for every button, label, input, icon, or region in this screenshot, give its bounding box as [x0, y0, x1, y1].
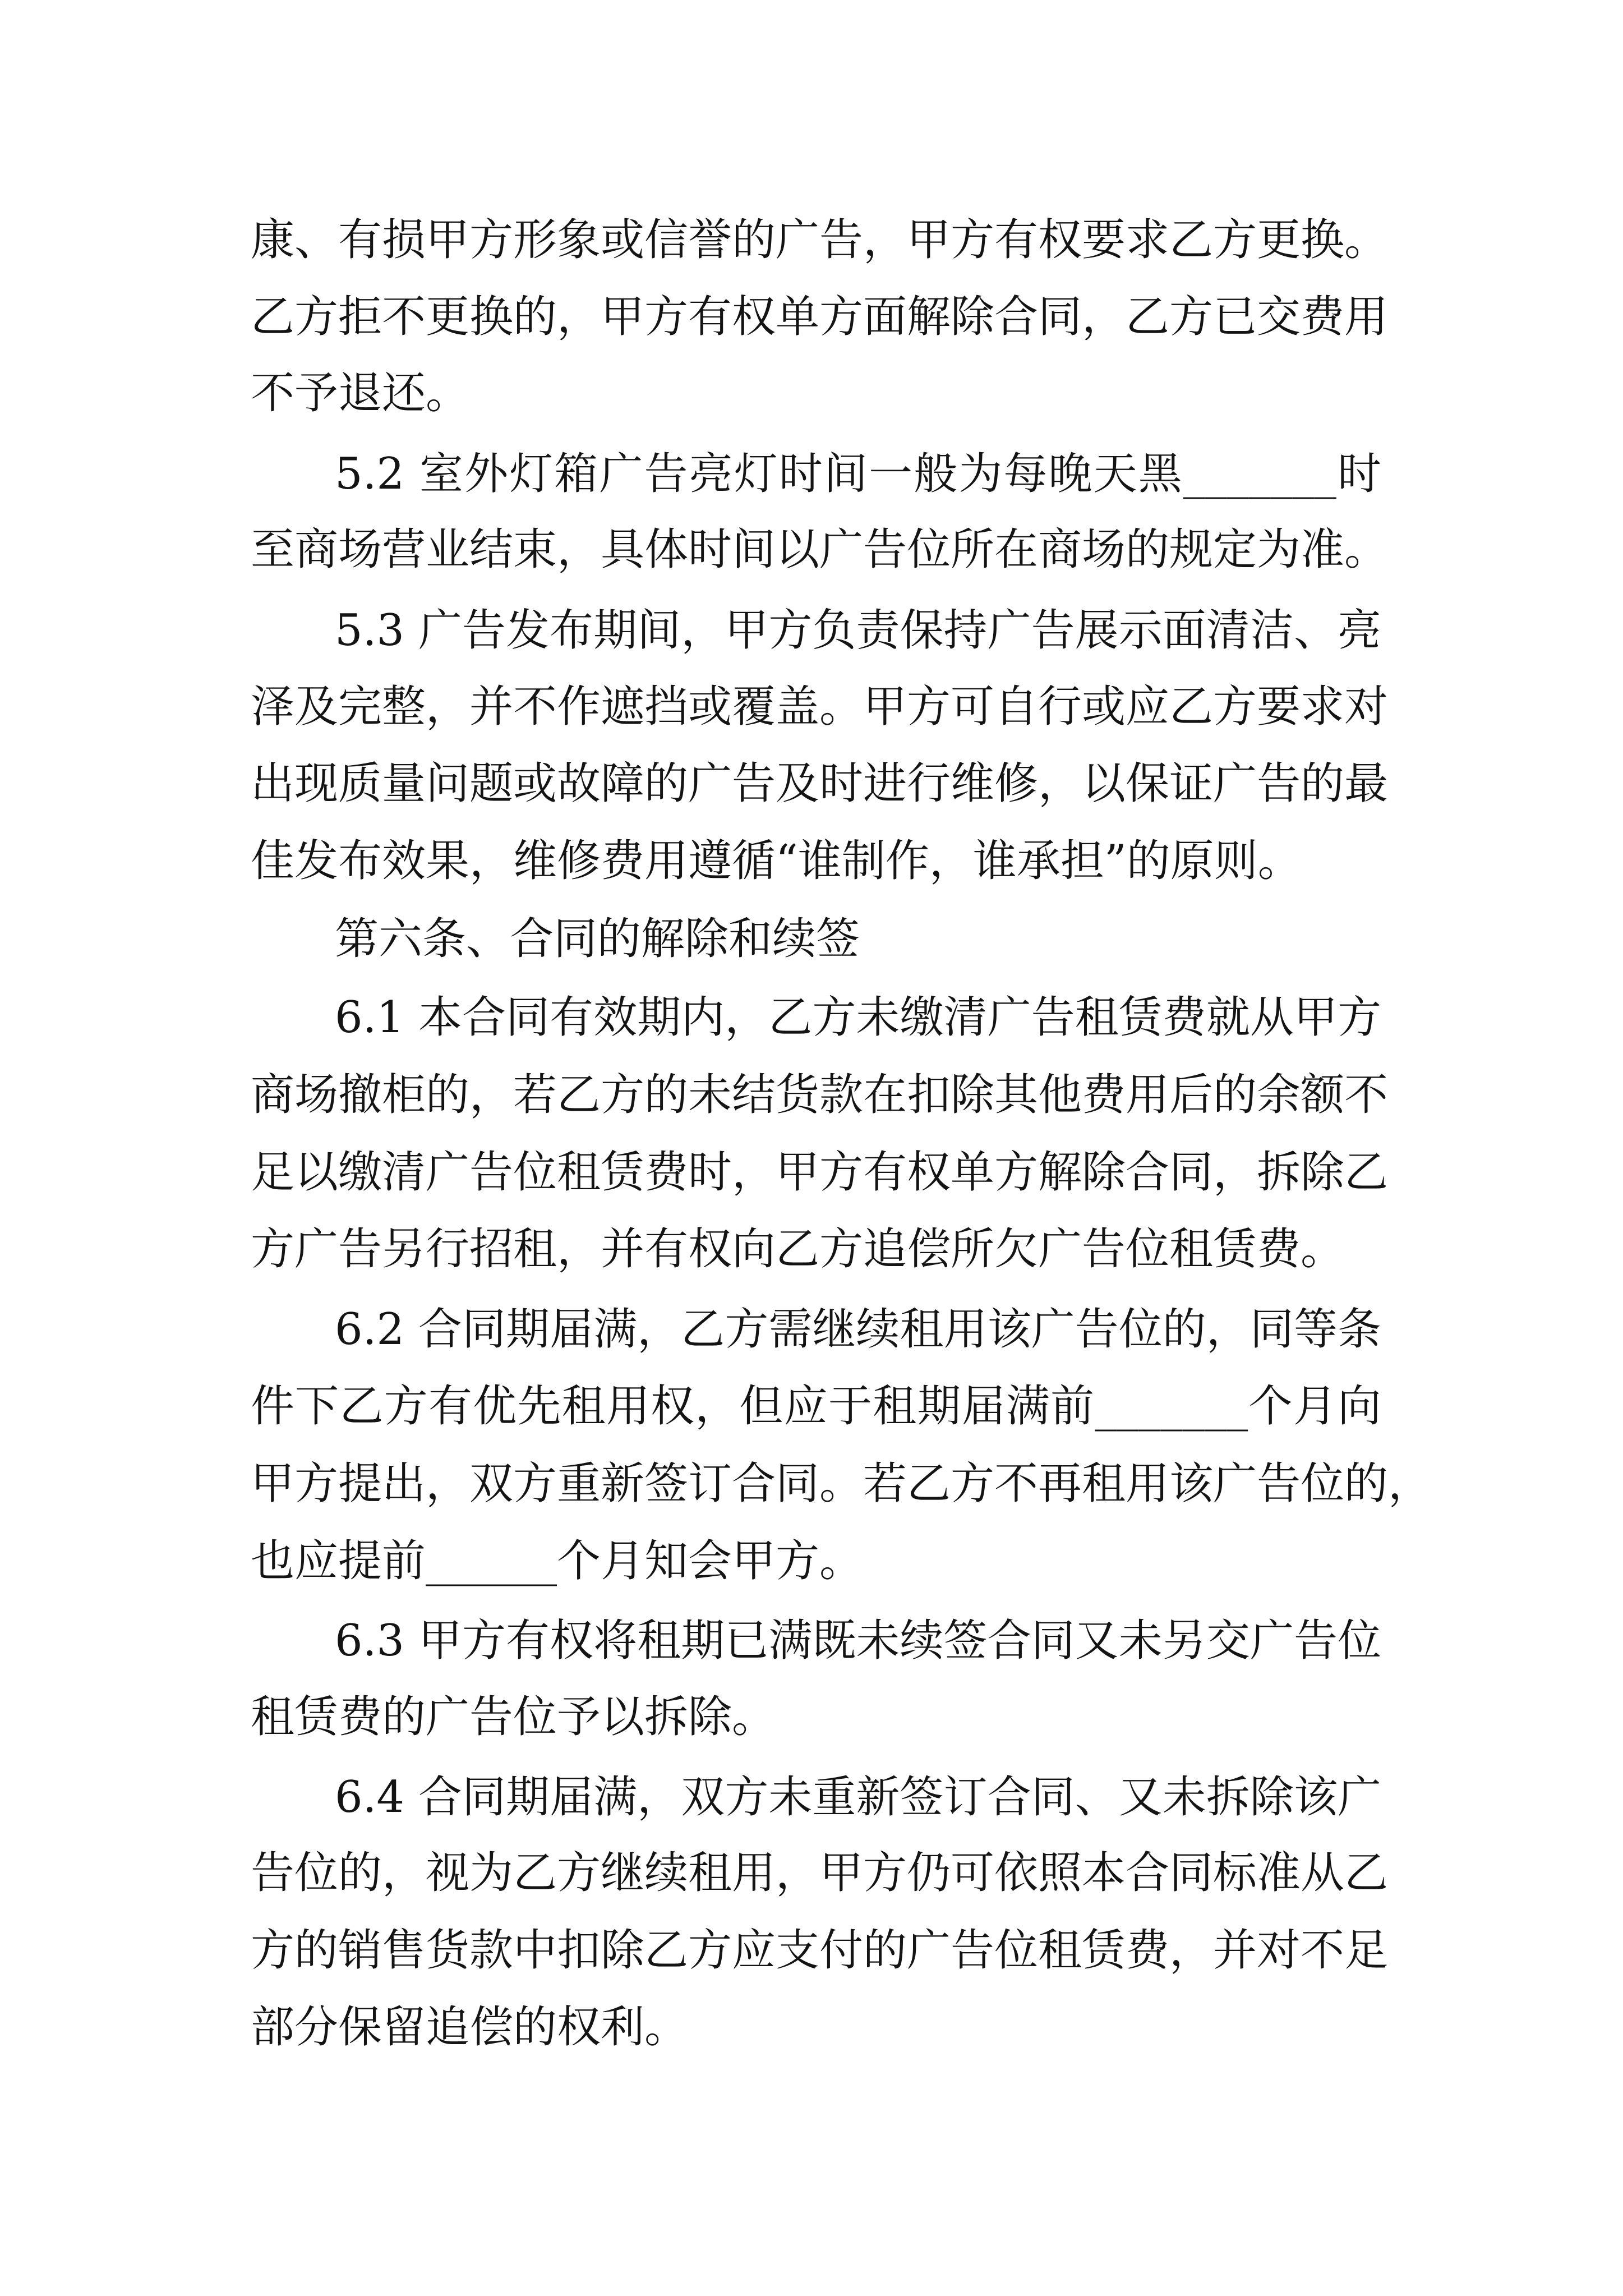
text-line: 至商场营业结束，具体时间以广告位所在商场的规定为准。	[251, 524, 1389, 575]
section-6-4-line: 6.4 合同期届满，双方未重新签订合同、又未拆除该广	[335, 1772, 1381, 1823]
text-line: 商场撤柜的，若乙方的未结货款在扣除其他费用后的余额不	[251, 1070, 1389, 1120]
text-line: 部分保留追偿的权利。	[251, 2002, 689, 2053]
text-line: 方广告另行招租，并有权向乙方追偿所欠广告位租赁费。	[251, 1224, 1345, 1274]
text-line: 乙方拒不更换的，甲方有权单方面解除合同，乙方已交费用	[251, 292, 1389, 342]
section-6-3-line: 6.3 甲方有权将租期已满既未续签合同又未另交广告位	[335, 1616, 1381, 1666]
text-line: 不予退还。	[251, 368, 470, 418]
text-line: 方的销售货款中扣除乙方应支付的广告位租赁费，并对不足	[251, 1925, 1389, 1976]
text-line: 足以缴清广告位租赁费时，甲方有权单方解除合同，拆除乙	[251, 1147, 1389, 1198]
text-line: 泽及完整，并不作遮挡或覆盖。甲方可自行或应乙方要求对	[251, 682, 1389, 732]
text-line: 租赁费的广告位予以拆除。	[251, 1692, 776, 1742]
section-5-3-line: 5.3 广告发布期间，甲方负责保持广告展示面清洁、亮	[335, 605, 1381, 656]
text-line: 康、有损甲方形象或信誉的广告，甲方有权要求乙方更换。	[251, 215, 1389, 265]
section-6-1-line: 6.1 本合同有效期内，乙方未缴清广告租赁费就从甲方	[335, 992, 1381, 1043]
text-line: 件下乙方有优先租用权，但应于租期届满前_______个月向	[251, 1381, 1381, 1432]
text-line: 甲方提出，双方重新签订合同。若乙方不再租用该广告位的，	[251, 1458, 1432, 1509]
text-line: 出现质量问题或故障的广告及时进行维修，以保证广告的最	[251, 758, 1389, 809]
article-6-heading: 第六条、合同的解除和续签	[335, 914, 860, 964]
text-line: 告位的，视为乙方继续租用，甲方仍可依照本合同标准从乙	[251, 1848, 1389, 1898]
text-line: 佳发布效果，维修费用遵循“谁制作，谁承担”的原则。	[251, 836, 1302, 886]
section-6-2-line: 6.2 合同期届满，乙方需继续租用该广告位的，同等条	[335, 1304, 1381, 1355]
section-5-2-line: 5.2 室外灯箱广告亮灯时间一般为每晚天黑_______时	[335, 449, 1381, 499]
text-line: 也应提前______个月知会甲方。	[251, 1536, 864, 1586]
